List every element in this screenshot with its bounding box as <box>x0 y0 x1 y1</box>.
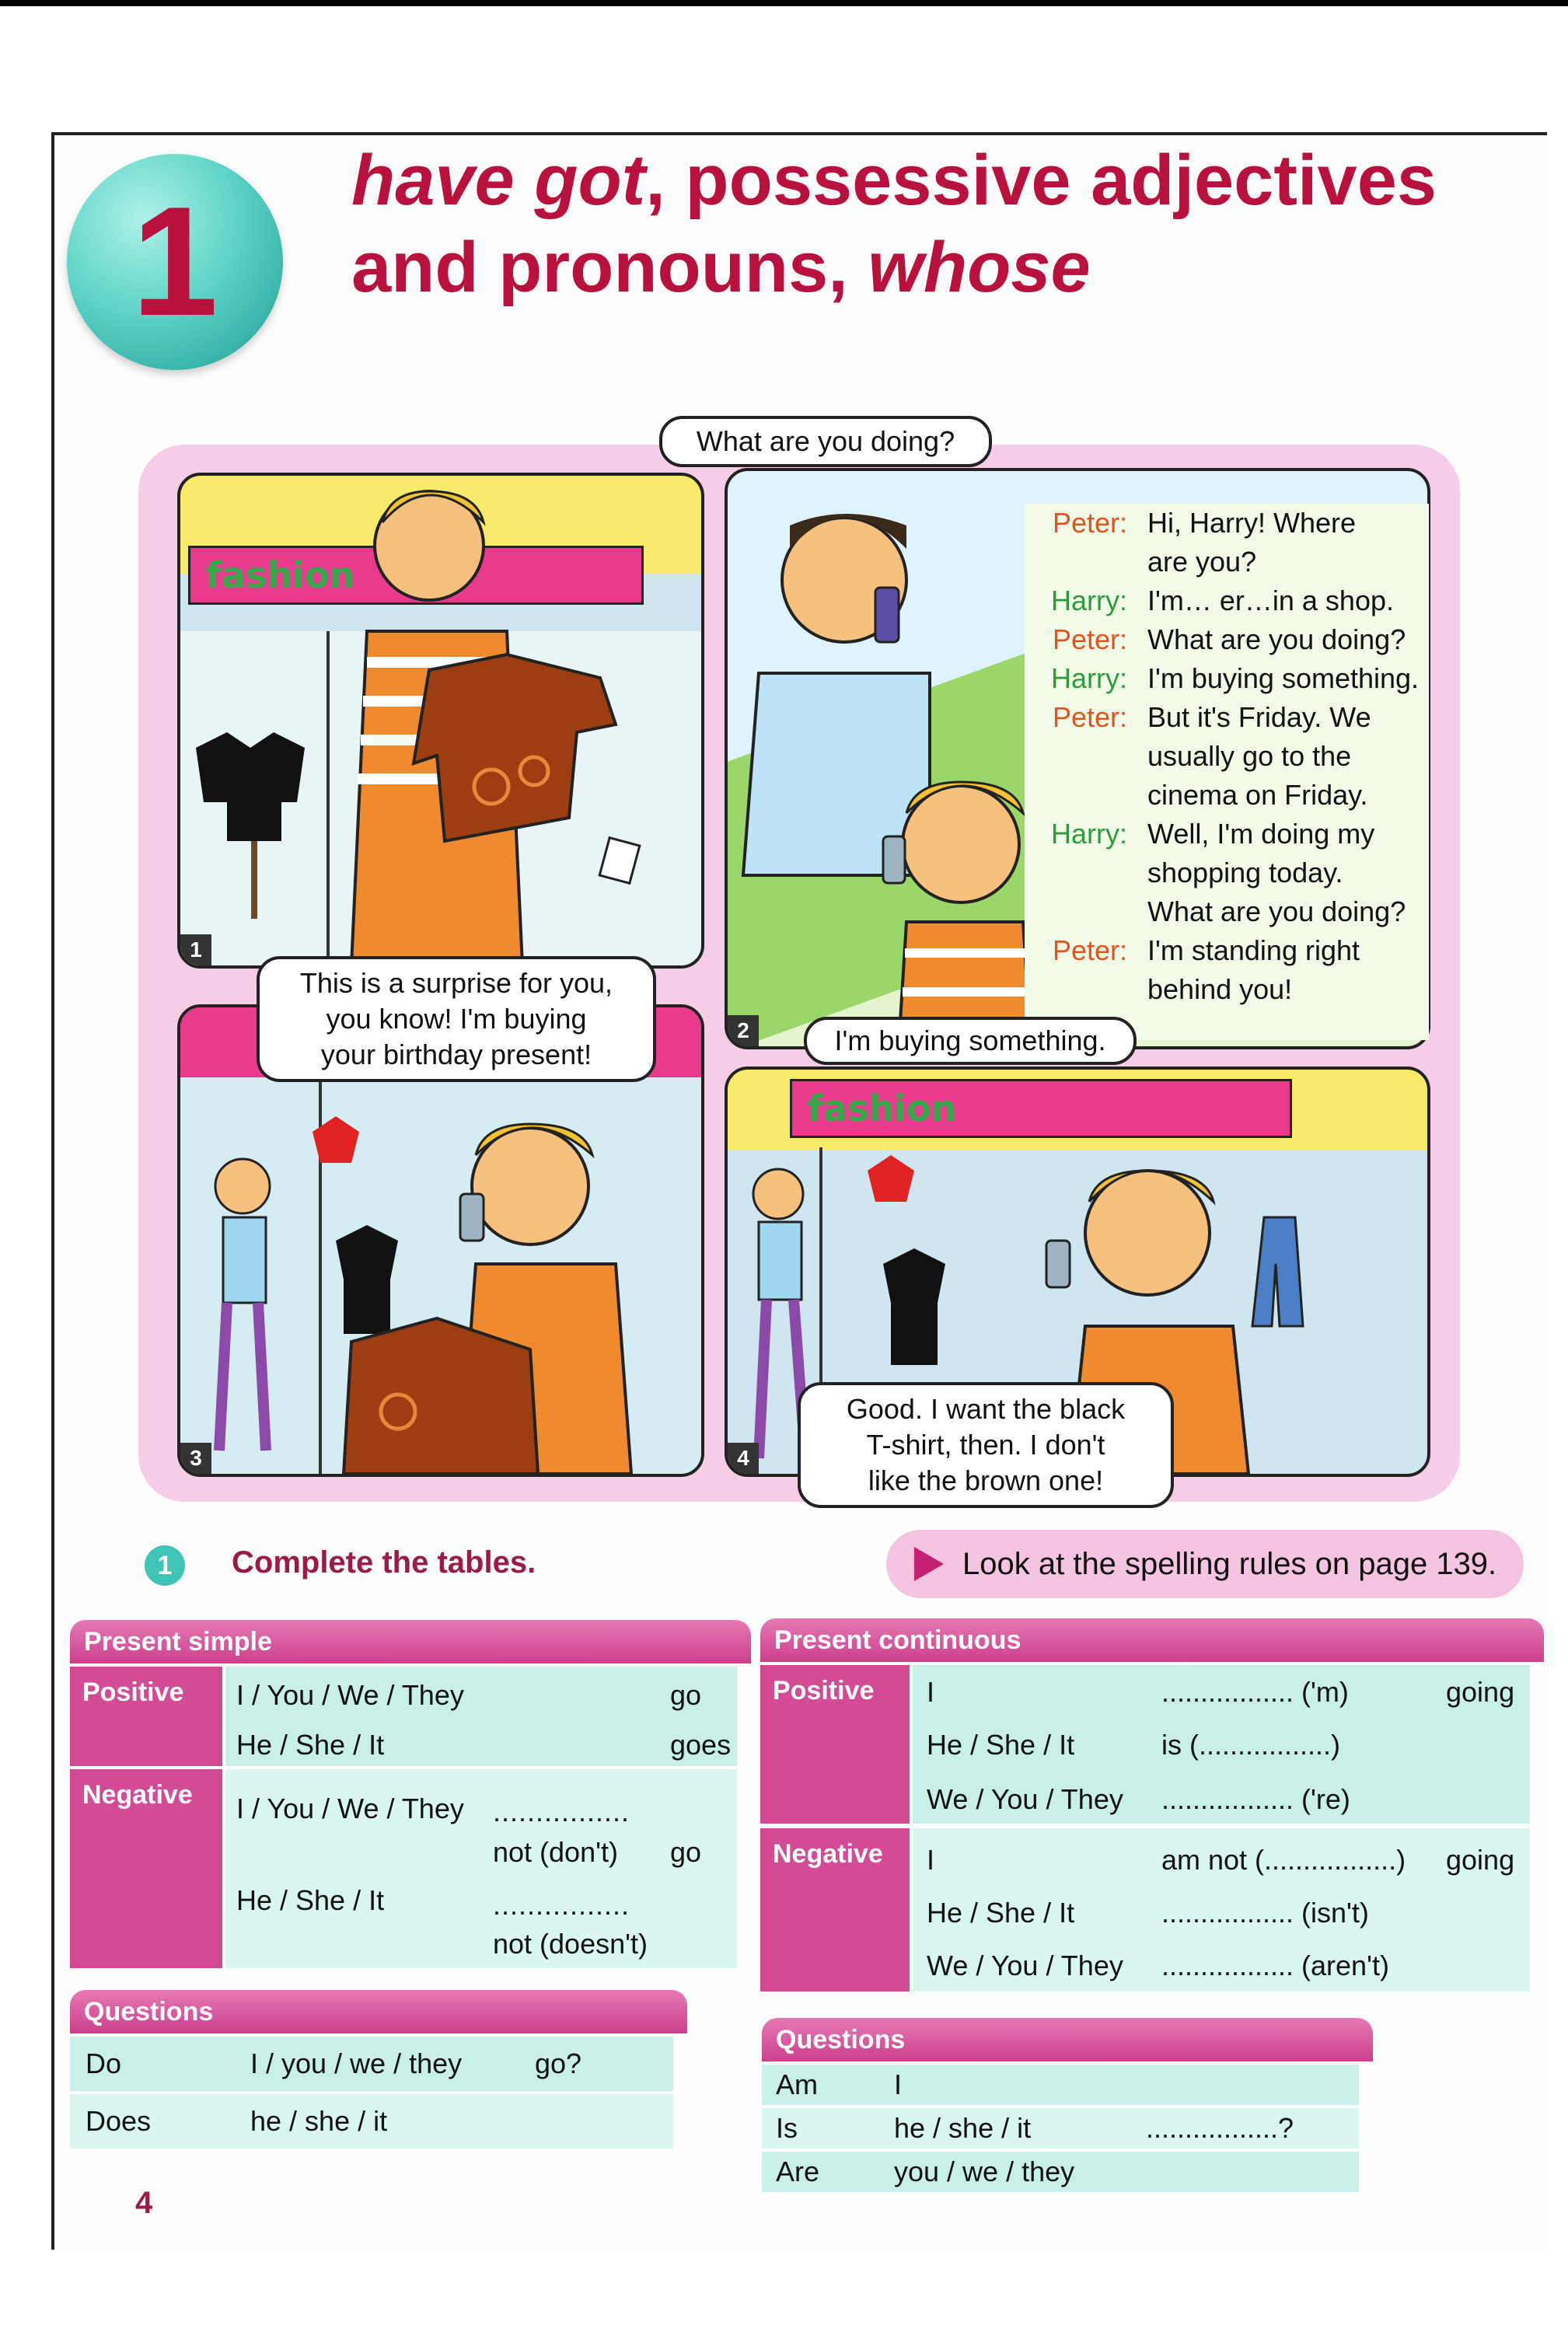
dialogue-text: I'm buying something. <box>1147 662 1420 694</box>
ps-q-verb-1: go? <box>535 2047 582 2079</box>
pc-pos-verb-1: going <box>1446 1676 1515 1708</box>
pc-pos-aux-2[interactable]: is (.................) <box>1161 1729 1341 1761</box>
exercise-number: 1 <box>145 1545 185 1586</box>
ps-pos-verb-2: goes <box>670 1729 732 1761</box>
ps-q-aux-1: Do <box>86 2047 122 2079</box>
title-line-2: and pronouns, whose <box>351 228 1091 307</box>
present-simple-title: Present simple <box>70 1620 751 1663</box>
dialogue-speaker <box>1025 737 1147 776</box>
dialogue-text: I'm… er…in a shop. <box>1147 585 1394 616</box>
panel-number-2: 2 <box>728 1015 759 1046</box>
arrow-right-icon <box>914 1547 944 1581</box>
pc-q-subject-2: he / she / it <box>894 2112 1032 2144</box>
dialogue-line <box>1025 581 1429 620</box>
ps-questions-title: Questions <box>70 1990 687 2034</box>
pc-neg-subject-2: He / She / It <box>927 1897 1075 1929</box>
ps-q-subject-2: he / she / it <box>250 2105 388 2137</box>
dialogue-text: I'm standing right <box>1147 934 1360 966</box>
dialogue-line <box>1025 776 1429 815</box>
pc-q-aux-1: Am <box>776 2068 818 2100</box>
pc-q-aux-3: Are <box>776 2156 820 2187</box>
pc-pos-subject-2: He / She / It <box>927 1729 1075 1761</box>
ps-pos-subject-1: I / You / We / They <box>236 1679 464 1711</box>
dialogue-line <box>1025 543 1429 581</box>
dialogue-text: cinema on Friday. <box>1147 779 1368 811</box>
dialogue-text: But it's Friday. We <box>1147 701 1371 733</box>
ps-neg-aux-1: not (don't) <box>493 1836 618 1868</box>
spelling-note: Look at the spelling rules on page 139. <box>886 1530 1524 1598</box>
pc-pos-aux-3[interactable]: ................. ('re) <box>1161 1783 1350 1815</box>
dialogue-text: What are you doing? <box>1147 895 1406 927</box>
ps-pos-verb-1: go <box>670 1679 702 1711</box>
dialogue-line <box>1025 737 1429 776</box>
dialogue-line <box>1025 659 1429 698</box>
panel-number-3: 3 <box>180 1443 211 1474</box>
dialogue-speaker: Peter: <box>1052 507 1127 539</box>
ps-q-subject-1: I / you / we / they <box>250 2047 463 2079</box>
pc-pos-aux-1[interactable]: ................. ('m) <box>1161 1676 1349 1708</box>
pc-q-subject-1: I <box>894 2068 903 2100</box>
pc-q-subject-3: you / we / they <box>894 2156 1075 2187</box>
panel-1-illustration <box>180 476 701 965</box>
dialogue-text: behind you! <box>1147 973 1293 1005</box>
comic-panel-1 <box>177 473 704 969</box>
ps-pos-subject-2: He / She / It <box>236 1729 385 1761</box>
speech-bubble-panel-4: Good. I want the black T-shirt, then. I don't like the brown one! <box>798 1382 1174 1508</box>
dialogue-line <box>1025 931 1429 970</box>
present-continuous-title: Present continuous <box>760 1618 1544 1662</box>
page-title <box>351 137 1517 311</box>
panel-number-1: 1 <box>180 934 211 965</box>
pc-neg-aux-3[interactable]: ................. (aren't) <box>1161 1950 1389 1981</box>
dialogue-line <box>1025 854 1429 892</box>
dialogue-speaker: Peter: <box>1052 934 1127 966</box>
shop-sign-4: fashion <box>790 1079 1292 1138</box>
pc-questions-title: Questions <box>762 2018 1373 2061</box>
dialogue-line <box>1025 892 1429 931</box>
pc-positive-label: Positive <box>760 1665 910 1824</box>
dialogue-text: Hi, Harry! Where <box>1147 507 1357 539</box>
dialogue-line <box>1025 620 1429 659</box>
dialogue-line <box>1025 970 1429 1009</box>
pc-neg-aux-2[interactable]: ................. (isn't) <box>1161 1897 1369 1929</box>
pc-pos-subject-3: We / You / They <box>927 1783 1123 1815</box>
speech-bubble-panel-2: I'm buying something. <box>804 1017 1137 1065</box>
dialogue <box>1025 504 1429 1040</box>
dialogue-text: Well, I'm doing my <box>1147 818 1375 850</box>
ps-neg-subject-2: He / She / It <box>236 1884 385 1916</box>
speech-bubble-panel-3: This is a surprise for you, you know! I'm buying your birthday present! <box>257 956 656 1082</box>
dialogue-speaker <box>1025 970 1147 1009</box>
dialogue-speaker: Harry: <box>1051 662 1127 694</box>
speech-bubble-top: What are you doing? <box>659 416 992 467</box>
dialogue-line <box>1025 698 1429 737</box>
unit-number: 1 <box>131 175 218 348</box>
dialogue-speaker <box>1025 854 1147 892</box>
pc-neg-subject-1: I <box>927 1844 935 1876</box>
panel-number-4: 4 <box>728 1443 759 1474</box>
ps-q-aux-2: Does <box>86 2105 152 2137</box>
ps-positive-label: Positive <box>70 1667 222 1766</box>
dialogue-text: What are you doing? <box>1147 623 1406 655</box>
dialogue-speaker <box>1025 543 1147 581</box>
unit-number-badge <box>67 154 283 370</box>
dialogue-speaker: Harry: <box>1051 585 1127 616</box>
ps-neg-verb-1: go <box>670 1836 702 1868</box>
title-line-1: have got, possessive adjectives <box>351 141 1437 220</box>
top-border <box>0 0 1568 6</box>
pc-pos-subject-1: I <box>927 1676 935 1708</box>
dialogue-line <box>1025 504 1429 543</box>
shop-sign: fashion <box>188 546 644 605</box>
pc-neg-verb-1: going <box>1446 1844 1515 1876</box>
ps-negative-label: Negative <box>70 1769 222 1968</box>
pc-neg-subject-3: We / You / They <box>927 1950 1123 1981</box>
pc-negative-label: Negative <box>760 1828 910 1992</box>
dialogue-speaker: Peter: <box>1052 623 1127 655</box>
dialogue-line <box>1025 815 1429 854</box>
dialogue-text: shopping today. <box>1147 857 1343 888</box>
pc-q-aux-2: Is <box>776 2112 798 2144</box>
page-number: 4 <box>135 2186 153 2220</box>
exercise-instruction: Complete the tables. <box>232 1545 536 1580</box>
dialogue-speaker: Harry: <box>1051 818 1127 850</box>
ps-neg-subject-1: I / You / We / They <box>236 1793 464 1824</box>
ps-neg-blank-2[interactable]: ................ <box>493 1889 630 1921</box>
ps-neg-aux-2: not (doesn't) <box>493 1928 648 1960</box>
dialogue-speaker <box>1025 892 1147 931</box>
pc-q-verb-2[interactable]: .................? <box>1146 2112 1294 2144</box>
pc-neg-aux-1[interactable]: am not (.................) <box>1161 1844 1406 1876</box>
dialogue-text: are you? <box>1147 546 1257 578</box>
dialogue-speaker <box>1025 776 1147 815</box>
ps-neg-blank-1[interactable]: ................ <box>493 1796 630 1828</box>
dialogue-text: usually go to the <box>1147 740 1352 772</box>
dialogue-speaker: Peter: <box>1052 701 1127 733</box>
